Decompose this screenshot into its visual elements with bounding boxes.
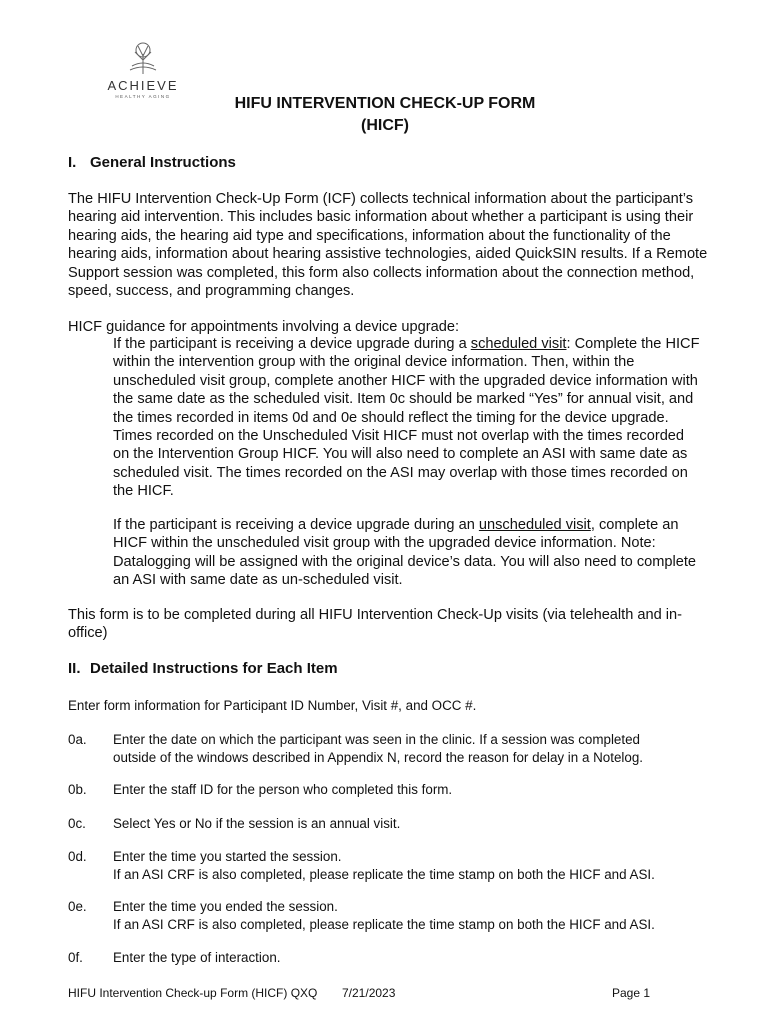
logo-subtitle: HEALTHY AGING bbox=[115, 94, 171, 99]
item-text-line2: If an ASI CRF is also completed, please replicate the time stamp on both the HICF and ASI. bbox=[113, 867, 655, 882]
footer-page-number: Page 1 bbox=[612, 986, 651, 1000]
unscheduled-pre: If the participant is receiving a device upgrade during an bbox=[113, 517, 479, 533]
item-text-line1: Enter the date on which the participant was seen in the clinic. If a session was completed bbox=[113, 732, 640, 747]
footer-doc-title: HIFU Intervention Check-up Form (HICF) QXQ bbox=[68, 986, 318, 1000]
section-2-title: Detailed Instructions for Each Item bbox=[90, 660, 338, 677]
item-code: 0f. bbox=[68, 950, 83, 965]
section-2-heading bbox=[68, 660, 338, 677]
completion-paragraph: This form is to be completed during all HIFU Intervention Check-Up visits (via telehealth and in-office) bbox=[68, 607, 683, 642]
item-code: 0c. bbox=[68, 816, 86, 831]
section-1-title: General Instructions bbox=[90, 154, 236, 171]
guidance-paragraph: HICF guidance for appointments involving a device upgrade: bbox=[68, 319, 460, 335]
section-1-heading bbox=[68, 154, 236, 171]
item-code: 0a. bbox=[68, 732, 87, 747]
scheduled-visit-term: scheduled visit bbox=[470, 336, 567, 352]
tree-emblem-icon bbox=[126, 40, 160, 76]
section-2-number: II. bbox=[68, 660, 81, 677]
page-title: HIFU INTERVENTION CHECK-UP FORM bbox=[234, 95, 536, 112]
item-text-line1: Enter the time you ended the session. bbox=[113, 899, 338, 914]
scheduled-pre: If the participant is receiving a device upgrade during a bbox=[113, 336, 471, 352]
section-2-intro: Enter form information for Participant ID Number, Visit #, and OCC #. bbox=[68, 698, 477, 713]
item-code: 0d. bbox=[68, 849, 87, 864]
item-text-line2: outside of the windows described in Appendix N, record the reason for delay in a Notelog. bbox=[113, 750, 643, 765]
unscheduled-visit-paragraph bbox=[113, 516, 703, 590]
item-code: 0b. bbox=[68, 782, 87, 797]
achieve-logo bbox=[98, 40, 188, 102]
scheduled-post: : Complete the HICF within the intervention group with the original device information. Then, within the unscheduled visit group, complete another HICF with the upgraded device information with the same date as the scheduled visit. Item 0c should be marked “Yes” for annual visit, and the times recorded in items 0d and 0e should reflect the timing for the device upgrade. Times recorded on the Unscheduled Visit HICF must not overlap with the times recorded on the Intervention Group HICF. You will also need to complete an ASI with same date as scheduled visit. The times recorded on the ASI may overlap with those times recorded on the HICF. bbox=[113, 336, 700, 500]
section-1-number: I. bbox=[68, 154, 77, 171]
scheduled-visit-paragraph bbox=[113, 335, 703, 501]
page-subtitle: (HICF) bbox=[361, 117, 409, 134]
unscheduled-post: , complete an HICF within the unscheduled visit group with the upgraded device information. Note: Datalogging will be assigned with the original device’s data. You will also need to complete an ASI with same date as un-scheduled visit. bbox=[113, 517, 697, 589]
intro-paragraph: The HIFU Intervention Check-Up Form (ICF) collects technical information about the participant’s hearing aid intervention. This includes basic information about whether a participant is using their hearing aids, the hearing aid type and specifications, information about the functionality of the hearing aids, information about hearing assistive technologies, aided QuickSIN results. If a Remote Support session was completed, this form also collects information about the connection method, speed, success, and programming changes. bbox=[68, 191, 708, 300]
item-code: 0e. bbox=[68, 899, 87, 914]
item-text-line2: If an ASI CRF is also completed, please replicate the time stamp on both the HICF and ASI. bbox=[113, 917, 655, 932]
logo-wordmark: ACHIEVE bbox=[107, 78, 179, 93]
unscheduled-visit-term: unscheduled visit bbox=[478, 517, 591, 533]
footer-date: 7/21/2023 bbox=[342, 986, 396, 1000]
item-text-line1: Select Yes or No if the session is an annual visit. bbox=[113, 816, 401, 831]
item-text-line1: Enter the staff ID for the person who completed this form. bbox=[113, 782, 453, 797]
item-text-line1: Enter the time you started the session. bbox=[113, 849, 342, 864]
item-text-line1: Enter the type of interaction. bbox=[113, 950, 281, 965]
